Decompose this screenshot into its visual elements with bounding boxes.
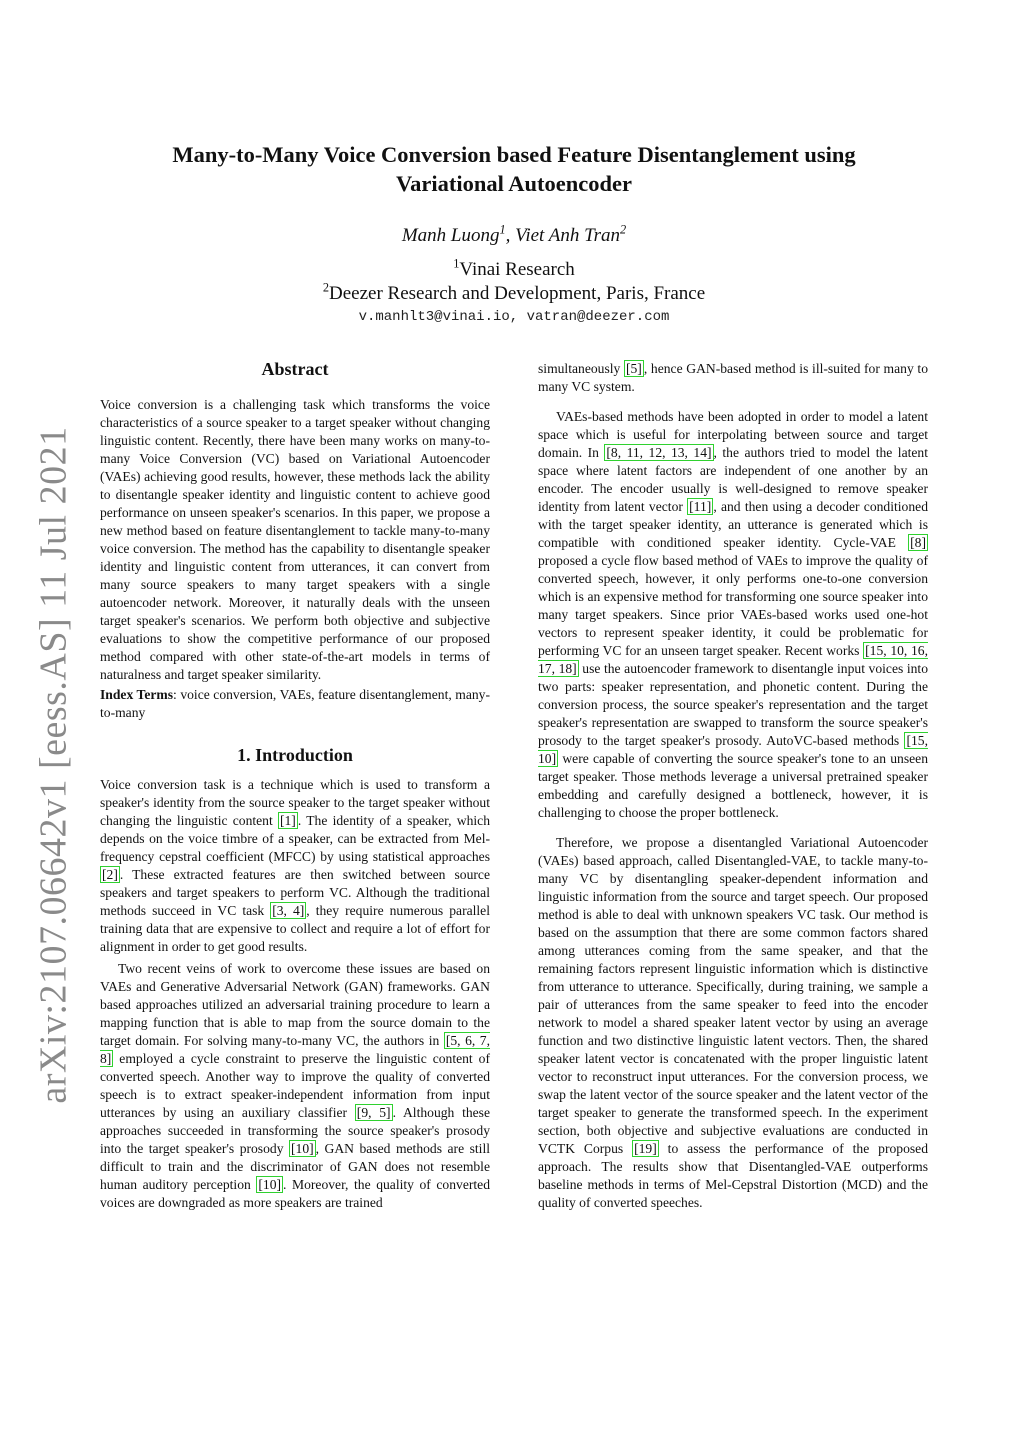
paragraph-text: Two recent veins of work to overcome these issues are based on VAEs and Generative Adversarial Network (GAN) frameworks. GAN based approaches utilized an adversarial training procedure to learn a mapping function that is able to map from the source domain to the target domain. For solving many-to-many VC, the authors in [100,961,490,1048]
author-affil-mark: 1 [499,222,506,237]
affiliation-list [100,258,928,306]
affiliation: $^2$Deezer Research and Development, Paris, France [322,280,706,304]
paragraph-text: Voice conversion task is a technique which is used to transform a speaker's identity from the source speaker to the target speaker without changing the linguistic content [100,777,490,828]
paragraph-text: , GAN based methods are still difficult to train and the discriminator of GAN does not resemble human auditory perception [100,1141,490,1192]
introduction-heading: 1. Introduction [237,745,353,765]
paragraph-text: employed a cycle constraint to preserve the linguistic content of converted speech. Another way to improve the quality of converted speech is to extract speaker-independent information from input utterances by using an auxiliary classifier [100,1051,490,1120]
paragraph-text: , they require numerous parallel training data that are expensive to collect and require a lot of effort for alignment in order to get good results. [100,903,490,954]
citation-link[interactable]: [3, 4] [272,903,305,918]
index-terms-text: : voice conversion, VAEs, feature disentanglement, many-to-many [100,687,490,720]
intro-paragraph-1 [100,776,490,956]
index-terms [100,686,490,722]
paragraph-text: to assess the performance of the proposed approach. The results show that Disentangled-VAE outperforms baseline methods in terms of Mel-Cepstral Distortion (MCD) and the quality of converted speeches. [538,1141,928,1210]
paragraph-text: VAEs-based methods have been adopted in order to model a latent space which is useful for interpolating between source and target domain. In [538,409,928,460]
left-column [100,358,490,1212]
author-affil-mark: 2 [620,222,627,237]
paper-title [100,140,928,198]
citation-link[interactable]: [8, 11, 12, 13, 14] [606,445,712,460]
arxiv-identifier [24,426,84,1104]
title-line-1: Many-to-Many Voice Conversion based Feature Disentanglement using [172,142,856,167]
citation-link[interactable]: [15, 10] [538,733,928,766]
paragraph-text: simultaneously [538,361,624,376]
paragraph-text: . The identity of a speaker, which depends on the voice timbre of a speaker, can be extracted from Mel-frequency cepstral coefficient (MFCC) by using statistical approaches [100,813,491,864]
citation-link[interactable]: [9, 5] [356,1105,391,1120]
abstract-text: Voice conversion is a challenging task which transforms the voice characteristics of a source speaker to a target speaker without changing linguistic content. Recently, there have been many works on many-to-many Voice Conversion (VC) based on Variational Autoencoder (VAEs) achieving good results, however, these methods lack the ability to disentangle speaker identity and linguistic content to achieve good performance on unseen speaker's scenarios. In this paper, we propose a new method based on feature disentanglement to tackle many-to-many voice conversion. The method has the capability to disentangle speaker identity and linguistic content from utterances, it can convert from many source speakers to many target speakers with a single autoencoder network. Moreover, it naturally deals with the unseen target speaker's scenarios. We perform both objective and subjective evaluations to show the competitive performance of our proposed method compared with other state-of-the-art models in terms of naturalness and target speaker similarity. [100,397,490,682]
author-emails: v.manhlt3@vinai.io, vatran@deezer.com [358,309,670,325]
paragraph-text: , and then using a decoder conditioned with the target speaker identity, an utterance is generated which is compatible with conditioned speaker identity. Cycle-VAE [538,499,928,550]
right-column [538,358,928,1212]
paragraph-text: were capable of converting the source speaker's tone to an unseen target speaker. Those methods leverage a universal pretrained speaker embedding and carefully designed a bottleneck, however, it is challenging to choose the proper bottleneck. [538,751,928,820]
citation-link[interactable]: [10] [291,1141,314,1156]
paragraph-text: proposed a cycle flow based method of VAEs to improve the quality of converted speech, however, it only performs one-to-one conversion which is an expensive method for transforming one source speaker into many target speakers. Since prior VAEs-based works used one-hot vectors to represent speaker identity, it could be problematic for performing VC for an unseen target speaker. Recent works [538,553,928,658]
citation-link[interactable]: [5, 6, 7, 8] [100,1033,490,1066]
intro-paragraph-2 [100,960,490,1212]
citation-link[interactable]: [8] [910,535,926,550]
author-name: Manh Luong [401,225,500,246]
paragraph-text: . These extracted features are then switched between source speakers and target speakers to perform VC. Although the traditional methods succeed in VC task [100,867,490,918]
citation-link[interactable]: [10] [258,1177,282,1192]
author-list: Manh Luong$^1$, Viet Anh Tran$^2$ [401,222,627,246]
intro-paragraph-4 [538,834,928,1212]
paragraph-text: use the autoencoder framework to disentangle input voices into two parts: speaker representation, and phonetic content. During the conversion process, the source speaker's representation and the target speaker's representation are swapped to transform the source speaker's prosody to the target speaker's prosody. AutoVC-based methods [538,661,929,748]
citation-link[interactable]: [15, 10, 16, 17, 18] [538,643,928,676]
citation-link[interactable]: [2] [102,867,118,882]
intro-paragraph-3 [538,408,928,822]
author-name: Viet Anh Tran [515,225,621,246]
intro-paragraph-2-continued [538,360,928,396]
paragraph-text: . Although these approaches succeeded in transforming the source speaker's prosody into the target speaker's prosody [100,1105,491,1156]
paragraph-text: Therefore, we propose a disentangled Variational Autoencoder (VAEs) based approach, called Disentangled-VAE, to tackle many-to-many VC by disentangling speaker-dependent information and linguistic information from the source and target speech. Our proposed method is able to deal with unknown speakers VC task. Our method is based on the assumption that there are some common factors shared among utterances coming from the same speaker, and that the remaining factors represent linguistic information which is distinctive from utterance to utterance. Specifically, during training, we sample a pair of utterances from the same speaker to feed into the encoder network to model a shared speaker latent vector by using an average function and two distinctive linguistic latent vectors. Then, the shared speaker latent vector is concatenated with the proper linguistic latent vector to reconstruct input utterances. For the conversion process, we swap the latent vector of the source speaker and the latent vector of the target speaker to generate the transformed speech. In the experiment section, both objective and subjective evaluations are conducted in VCTK Corpus [538,835,928,1156]
paragraph-text: , hence GAN-based method is ill-suited for many to many VC system. [538,361,928,394]
citation-link[interactable]: [5] [625,361,642,376]
paragraph-text: . Moreover, the quality of converted voices are downgraded as more speakers are trained [100,1177,490,1210]
affiliation: $^1$Vinai Research [453,256,575,280]
index-terms-label: Index Terms [100,687,174,702]
citation-link[interactable]: [11] [689,499,712,514]
citation-link[interactable]: [19] [634,1141,657,1156]
abstract-heading: Abstract [261,359,329,379]
paper-header [100,140,928,325]
citation-link[interactable]: [1] [279,813,296,828]
title-line-2: Variational Autoencoder [395,171,633,196]
paragraph-text: , the authors tried to model the latent space where latent factors are independent of one another by an encoder. The encoder usually is well-designed to remove speaker identity from latent vector [538,445,928,514]
arxiv-identifier-text: arXiv:2107.06642v1 [eess.AS] 11 Jul 2021 [33,426,75,1104]
